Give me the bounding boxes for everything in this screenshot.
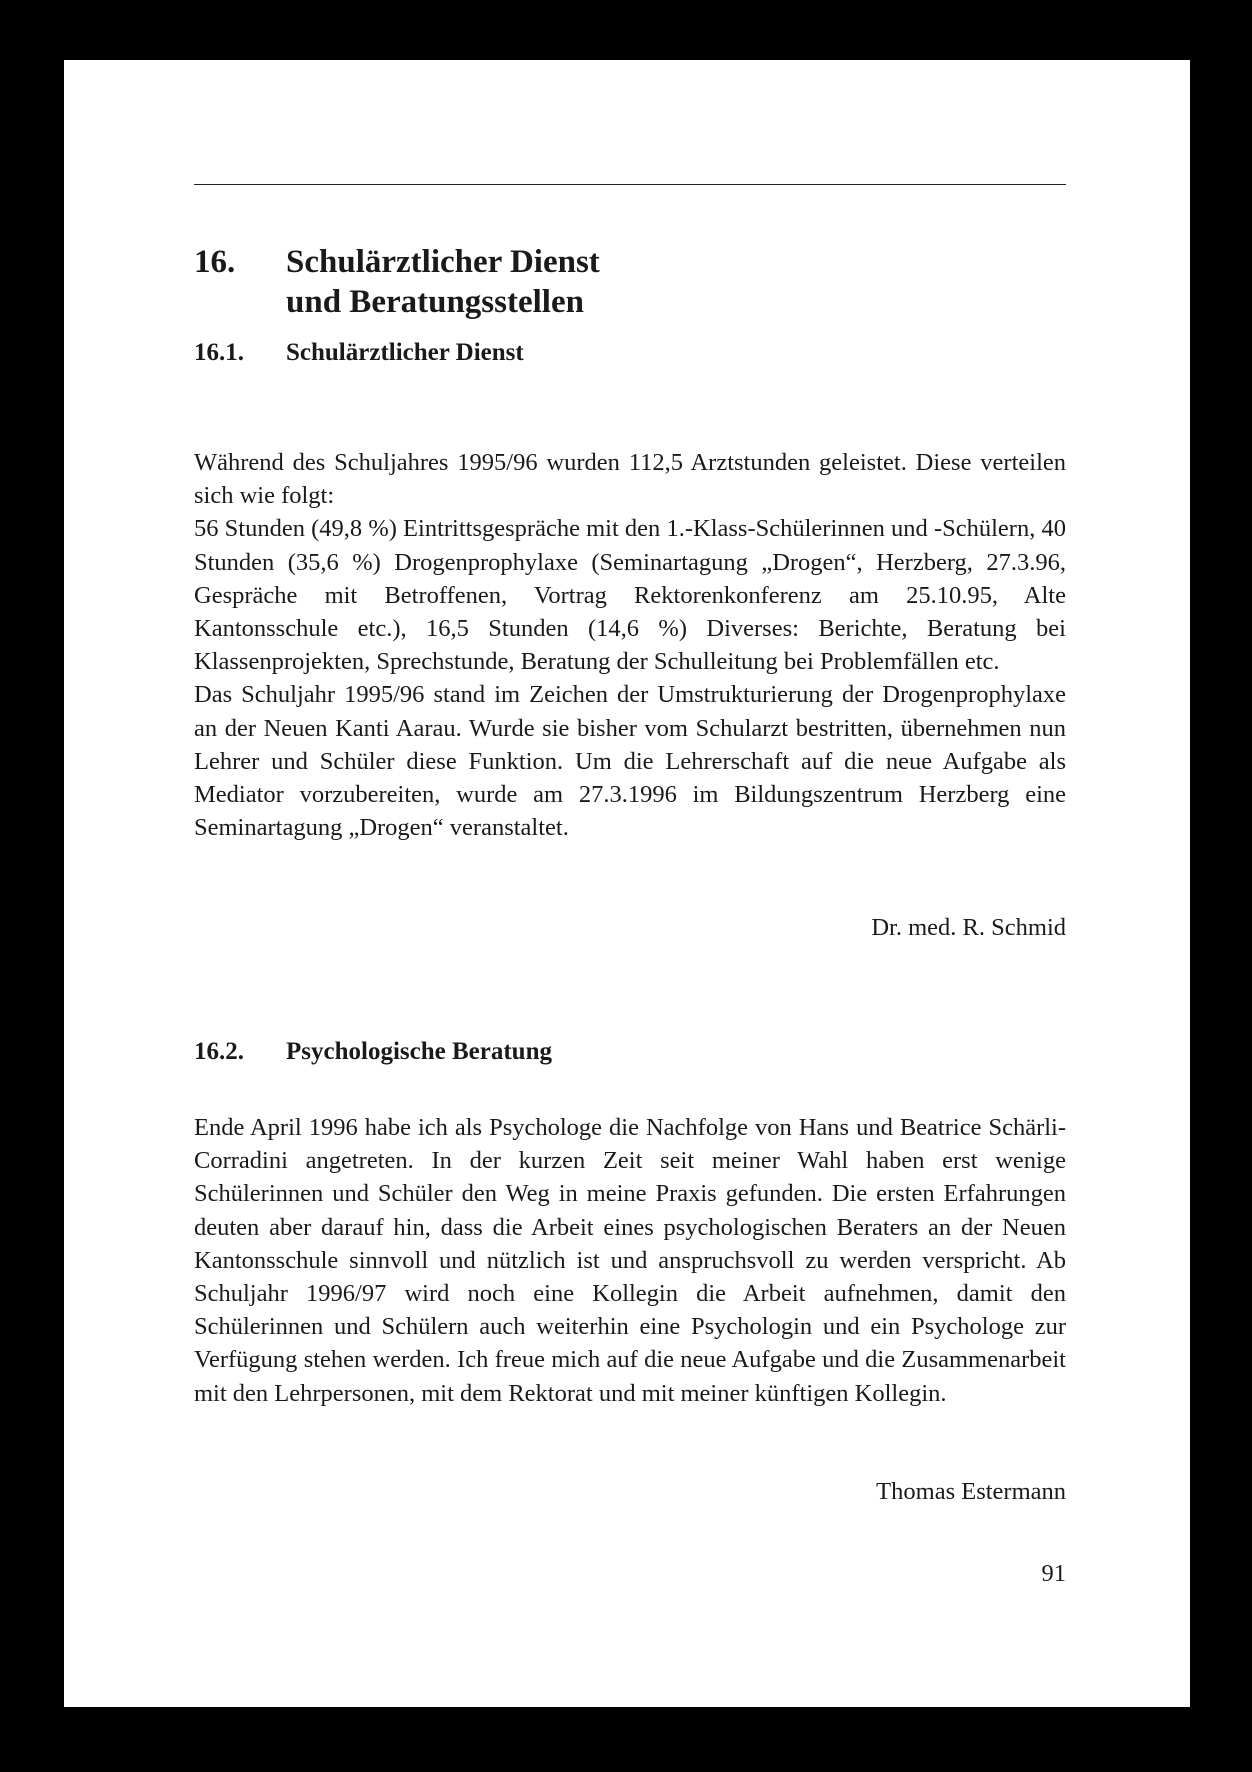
- section-body-16-1: [194, 446, 1066, 844]
- chapter-title-line-2: und Beratungsstellen: [286, 284, 584, 320]
- signature-16-2: Thomas Estermann: [876, 1478, 1066, 1505]
- paragraph: Während des Schuljahres 1995/96 wurden 112,5 Arztstunden geleistet. Diese verteilen sich wie folgt:: [194, 449, 1066, 510]
- paragraph: Das Schuljahr 1995/96 stand im Zeichen der Umstrukturierung der Drogenprophylaxe an der Neuen Kanti Aarau. Wurde sie bisher vom Schularzt bestritten, übernehmen nun Lehrer und Schüler diese Funktion. Um die Lehrerschaft auf die neue Aufgabe als Mediator vorzubereiten, wurde am 27.3.1996 im Bildungszentrum Herzberg eine Seminartagung „Drogen“ veranstaltet.: [194, 681, 1066, 842]
- chapter-title-line-1: Schulärztlicher Dienst: [286, 244, 600, 280]
- signature-16-1: Dr. med. R. Schmid: [871, 914, 1066, 941]
- section-body-16-2: [194, 1111, 1066, 1410]
- page-number: 91: [1041, 1560, 1066, 1587]
- section-number: 16.2.: [194, 1038, 244, 1065]
- section-title: Psychologische Beratung: [286, 1038, 552, 1065]
- section-number: 16.1.: [194, 339, 244, 366]
- section-title: Schulärztlicher Dienst: [286, 339, 524, 366]
- paragraph: Ende April 1996 habe ich als Psychologe die Nachfolge von Hans und Beatrice Schärli-Corradini angetreten. In der kurzen Zeit seit meiner Wahl haben erst wenige Schülerinnen und Schüler den Weg in meine Praxis gefunden. Die ersten Erfahrungen deuten aber darauf hin, dass die Arbeit eines psychologischen Beraters an der Neuen Kantonsschule sinnvoll und nützlich ist und anspruchsvoll zu werden verspricht. Ab Schuljahr 1996/97 wird noch eine Kollegin die Arbeit aufnehmen, damit den Schülerinnen und Schülern auch weiterhin eine Psychologin und ein Psychologe zur Verfügung stehen werden. Ich freue mich auf die neue Aufgabe und die Zusammenarbeit mit den Lehrpersonen, mit dem Rektorat und mit meiner künftigen Kollegin.: [194, 1114, 1066, 1407]
- chapter-title: [286, 242, 986, 322]
- chapter-number: 16.: [194, 244, 236, 280]
- document-page: [64, 60, 1190, 1707]
- paragraph: 56 Stunden (49,8 %) Eintrittsgespräche mit den 1.-Klass-Schülerinnen und -Schülern, 40 Stunden (35,6 %) Drogenprophylaxe (Seminartagung „Drogen“, Herzberg, 27.3.96, Gespräche mit Betroffenen, Vortrag Rektorenkonferenz am 25.10.95, Alte Kantonsschule etc.), 16,5 Stunden (14,6 %) Diverses: Berichte, Beratung bei Klassenprojekten, Sprechstunde, Beratung der Schulleitung bei Problemfällen etc.: [194, 515, 1066, 676]
- top-rule: [194, 184, 1066, 185]
